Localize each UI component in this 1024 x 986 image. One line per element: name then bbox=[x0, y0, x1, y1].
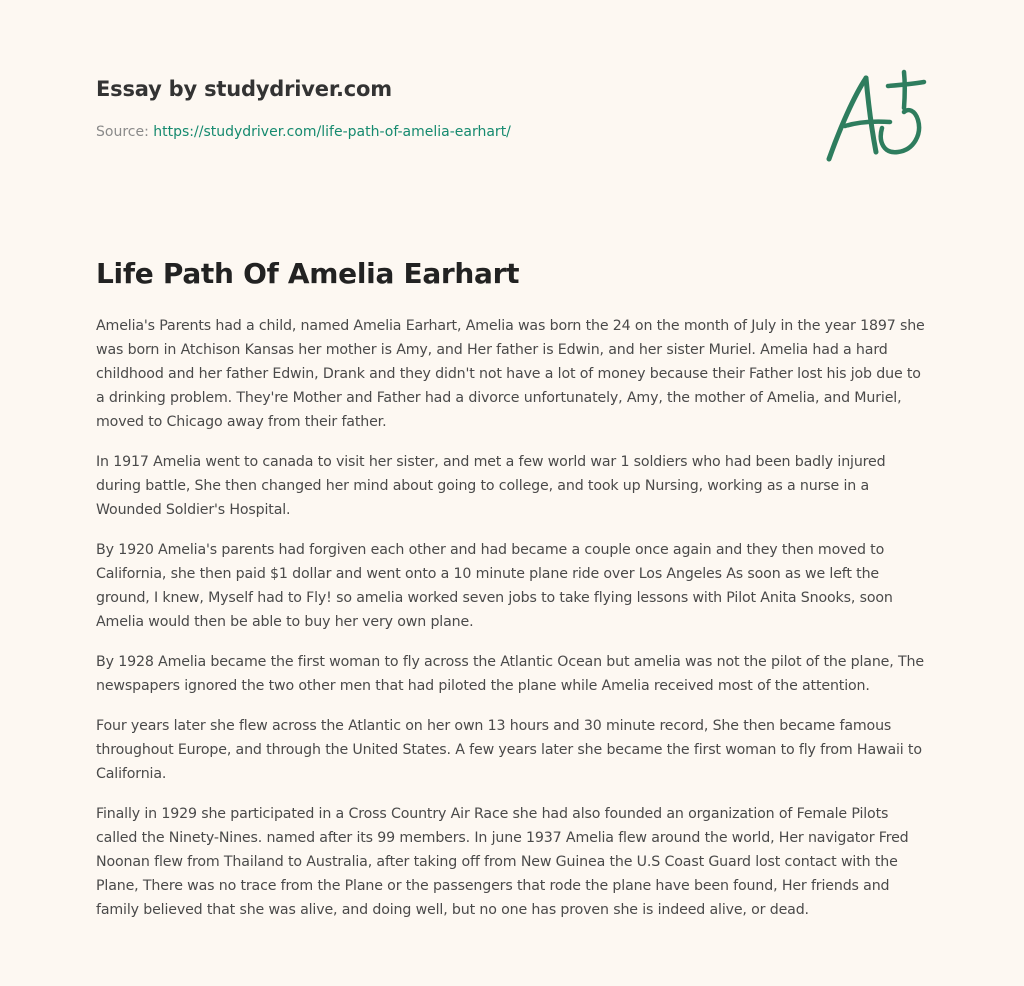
essay-paragraph: Finally in 1929 she participated in a Cross Country Air Race she had also founded an organization of Female Pilots called the Ninety-Nines. named after its 99 members. In june 1937 Amelia flew around the world, Her navigator Fred Noonan flew from Thailand to Australia, after taking off from New Guinea the U.S Coast Guard lost contact with the Plane, There was no trace from the Plane or the passengers that rode the plane have been found, Her friends and family believed that she was alive, and doing well, but no one has proven she is indeed alive, or dead. bbox=[96, 806, 909, 918]
essay-paragraph: In 1917 Amelia went to canada to visit her sister, and met a few world war 1 soldiers who had been badly injured during battle, She then changed her mind about going to college, and took up Nursing, working as a nurse in a Wounded Soldier's Hospital. bbox=[96, 454, 886, 518]
essay-paragraph: Amelia's Parents had a child, named Amelia Earhart, Amelia was born the 24 on the month of July in the year 1897 she was born in Atchison Kansas her mother is Amy, and Her father is Edwin, and her sister Muriel. Amelia had a hard childhood and her father Edwin, Drank and they didn't not have a lot of money because their Father lost his job due to a drinking problem. They're Mother and Father had a divorce unfortunately, Amy, the mother of Amelia, and Muriel, moved to Chicago away from their father. bbox=[96, 318, 925, 430]
source-line bbox=[96, 122, 816, 142]
source-link[interactable]: https://studydriver.com/life-path-of-amelia-earhart/ bbox=[153, 124, 511, 140]
essay-header bbox=[96, 74, 816, 142]
source-label: Source: bbox=[96, 124, 149, 140]
essay-paragraph: By 1928 Amelia became the first woman to fly across the Atlantic Ocean but amelia was not the pilot of the plane, The newspapers ignored the two other men that had piloted the plane while Amelia received most of the attention. bbox=[96, 654, 924, 694]
site-title: Essay by studydriver.com bbox=[96, 77, 392, 101]
essay-paragraph: By 1920 Amelia's parents had forgiven each other and had became a couple once again and they then moved to California, she then paid $1 dollar and went onto a 10 minute plane ride over Los Angeles As soon as we left the ground, I knew, Myself had to Fly! so amelia worked seven jobs to take flying lessons with Pilot Anita Snooks, soon Amelia would then be able to buy her very own plane. bbox=[96, 542, 893, 630]
essay-body bbox=[96, 314, 932, 938]
a-plus-logo-icon bbox=[818, 66, 930, 166]
essay-title: Life Path Of Amelia Earhart bbox=[96, 257, 520, 290]
essay-paragraph: Four years later she flew across the Atlantic on her own 13 hours and 30 minute record, She then became famous throughout Europe, and through the United States. A few years later she became the first woman to fly from Hawaii to California. bbox=[96, 718, 922, 782]
